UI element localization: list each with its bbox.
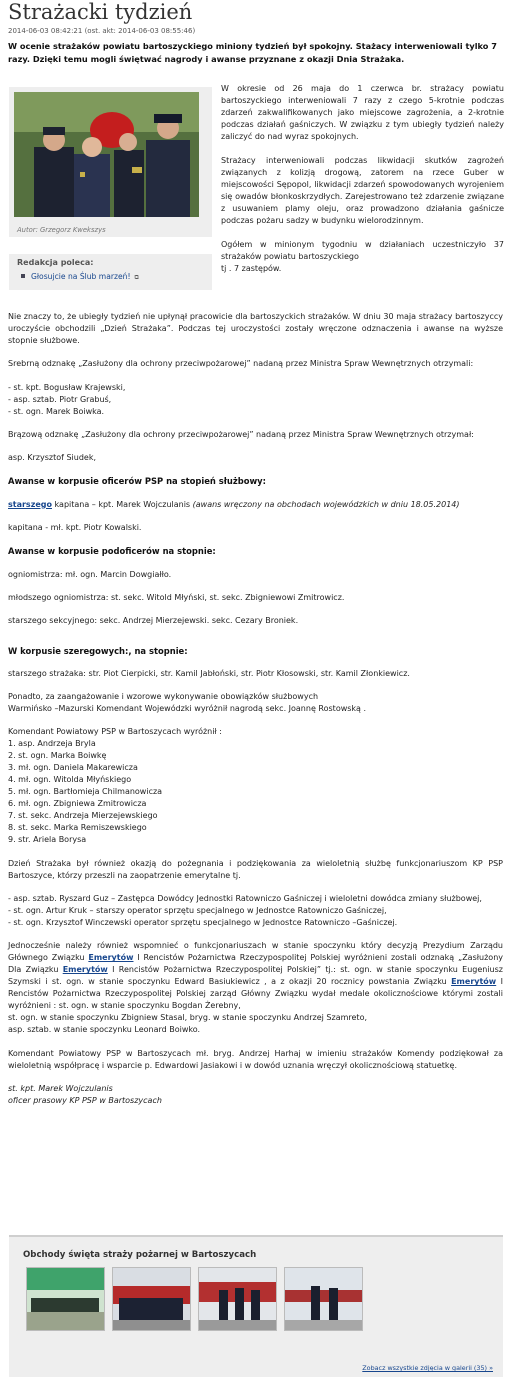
paragraph: W okresie od 26 maja do 1 czerwca br. strażacy powiatu bartoszyckiego interweniowali 7 razy z czego 5-krotnie podczas zdarzeń zakwalifikowanych jako miejscowe zagrożenia, a 2-krotnie podczas działań gaśniczych. W związku z tym ubiegły tydzień należy zaliczyć do nad wyraz spokojnych.	[221, 84, 504, 141]
article-photo[interactable]	[14, 92, 199, 217]
gallery-photo-image	[285, 1268, 362, 1330]
paragraph: kapitana - mł. kpt. Piotr Kowalski.	[8, 523, 142, 533]
text-span: I Rencistów Pożarnictwa Rzeczypospolitej Polskiej wyróżnieni zostali odznaką „Zasłużony Dla Związku	[8, 953, 503, 975]
paragraph: młodszego ogniomistrza: st. sekc. Witold Młyński, st. sekc. Zbigniewowi Zmitrowicz.	[8, 592, 345, 602]
paragraph: ogniomistrza: mł. ogn. Marcin Dowgiałło.	[8, 569, 172, 579]
text-line: st. kpt. Marek Wojczulanis	[8, 1083, 113, 1093]
text-line: tj . 7 zastępów.	[221, 264, 282, 273]
firefighters-photo-image	[14, 92, 199, 217]
article-right-column	[221, 83, 504, 275]
text-line: Ponadto, za zaangażowanie i wzorowe wykonywanie obowiązków służbowych	[8, 692, 319, 702]
gallery-thumbnail[interactable]	[112, 1267, 191, 1331]
list-item: 8. st. sekc. Marka Remiszewskiego	[8, 823, 147, 833]
gallery-thumbnail[interactable]	[284, 1267, 363, 1331]
award-paragraph	[8, 691, 503, 715]
text-line: Ogółem w minionym tygodniu w działaniach uczestniczyło 37 strażaków powiatu bartoszyckiego	[221, 240, 504, 261]
farewell-list	[8, 893, 503, 929]
list-item: 2. st. ogn. Marka Boiwkę	[8, 751, 107, 761]
paragraph: asp. Krzysztof Siudek,	[8, 453, 97, 463]
paragraph: Komendant Powiatowy PSP w Bartoszycach mł. bryg. Andrzej Harhaj w imieniu strażaków Komendy podziękował za wieloletnią współpracę i wsparcie p. Edwardowi Jasiakowi i w dowód uznania wręczył okolicznościową statuetkę.	[8, 1048, 503, 1070]
list-item: - st. kpt. Bogusław Krajewski,	[8, 382, 126, 392]
article-body	[8, 311, 503, 1118]
text-span: Jednocześnie należy również wspomnieć o funkcjonariuszach w stanie spoczynku który decyzją Prezydium Zarządu Głównego Związku	[8, 941, 503, 963]
section-heading: Awanse w korpusie oficerów PSP na stopień służbowy:	[8, 476, 266, 487]
recommended-link[interactable]: Głosujcie na Ślub marzeń! ⧉	[31, 272, 139, 281]
gallery-thumbnail[interactable]	[198, 1267, 277, 1331]
list-item: - st. ogn. Marek Boiwka.	[8, 406, 105, 416]
gallery-photo-image	[199, 1268, 276, 1330]
paragraph: starszego sekcyjnego: sekc. Andrzej Mierzejewski. sekc. Cezary Broniek.	[8, 616, 299, 626]
section-heading: W korpusie szeregowych:, na stopnie:	[8, 645, 188, 656]
section-heading: Awanse w korpusie podoficerów na stopnie:	[8, 546, 216, 557]
signature	[8, 1083, 503, 1107]
list-item: - asp. sztab. Ryszard Guz – Zastępca Dowódcy Jednostki Ratowniczo Gaśniczej i wieloletni dowódca zmiany służbowej,	[8, 894, 482, 904]
gallery-photo-image	[27, 1268, 104, 1330]
paragraph: Nie znaczy to, że ubiegły tydzień nie upłynął pracowicie dla bartoszyckich strażaków. W dniu 30 maja strażacy bartoszyccy uroczyście obchodzili „Dzień Strażaka”. Podczas tej uroczystości zostały wręczone odznaczenia i awanse na wyższe stopnie służbowe.	[8, 312, 503, 345]
recommended-box	[9, 254, 212, 290]
list-item: 1. asp. Andrzeja Bryla	[8, 739, 96, 749]
paragraph: Strażacy interweniowali podczas likwidacji skutków zagrożeń związanych z kolizją drogową, zatorem na rzece Guber w miejscowości Sępopol, likwidacji zdarzeń spowodowanych wyrojeniem się owadów błonkoskrzydłych. Zarejestrowano też zdarzenie związane z usuwaniem plamy oleju, oraz prowadzono działania gaśnicze podczas pożaru sadzy w budynku wielorodzinnym.	[221, 156, 504, 225]
gallery-thumbnail[interactable]	[26, 1267, 105, 1331]
paragraph: starszego strażaka: str. Piot Cierpicki, str. Kamil Jabłoński, str. Piotr Kłosowski, str. Kamil Złonkiewicz.	[8, 668, 410, 678]
text-line: oficer prasowy KP PSP w Bartoszycach	[8, 1095, 162, 1105]
text-line: st. ogn. w stanie spoczynku Zbigniew Stasal, bryg. w stanie spoczynku Andrzej Szamreto,	[8, 1013, 368, 1023]
paragraph	[221, 239, 504, 275]
emerytow-link[interactable]: Emerytów	[451, 977, 497, 987]
photo-credit: Autor: Grzegorz Kwekszys	[17, 226, 106, 234]
emerytow-link[interactable]: Emerytów	[62, 965, 108, 975]
text-span: I Rencistów Pożarnictwa Rzeczypospolitej Polskiej” tj.: st. ogn. w stanie spoczynku Eugeniusz Szymski i st. ogn. w stanie spoczynku Edward Basiukiewicz , a z okazji 20 rocznicy powstania Związku	[8, 965, 503, 987]
text-line: asp. sztab. w stanie spoczynku Leonard Boiwko.	[8, 1025, 201, 1035]
paragraph: Brązową odznakę „Zasłużony dla ochrony przeciwpożarowej” nadaną przez Ministra Spraw Wewnętrznych otrzymał:	[8, 429, 474, 439]
external-link-icon: ⧉	[134, 274, 139, 281]
list-item: 4. mł. ogn. Witolda Młyńskiego	[8, 775, 132, 785]
list-item: 6. mł. ogn. Zbigniewa Zmitrowicza	[8, 799, 147, 809]
text-note: (awans wręczony na obchodach wojewódzkich w dniu 18.05.2014)	[192, 499, 460, 509]
article-title: Strażacki tydzień	[8, 0, 193, 24]
text-line: Warmińsko –Mazurski Komendant Wojewódzki wyróżnił nagrodą sekc. Joannę Rostowską .	[8, 704, 367, 714]
gallery-title: Obchody święta straży pożarnej w Bartoszycach	[23, 1250, 257, 1260]
text-span: I Rencistów Pożarnictwa Rzeczypospolitej Polskiej zarząd Główny Związku wydał medale okolicznościowe którymi zostali wyróżnieni : st. ogn. w stanie spoczynku Bogdan Żerebny,	[8, 977, 503, 1011]
list-item: 9. str. Ariela Borysa	[8, 835, 87, 845]
paragraph	[8, 499, 503, 511]
list-item: 7. st. sekc. Andrzeja Mierzejewskiego	[8, 811, 158, 821]
article-lead: W ocenie strażaków powiatu bartoszyckiego miniony tydzień był spokojny. Stażacy interweniowali tylko 7 razy. Dzięki temu mogli świętwać nagrody i awanse przyznane z okazji Dnia Strażaka.	[8, 41, 497, 64]
list-item: 3. mł. ogn. Daniela Makarewicza	[8, 763, 138, 773]
list-item: 5. mł. ogn. Bartłomieja Chilmanowicza	[8, 787, 163, 797]
photo-box	[9, 87, 212, 237]
photo-gallery	[9, 1235, 503, 1377]
article-timestamp: 2014-06-03 08:42:21 (ost. akt: 2014-06-03 08:55:46)	[8, 27, 196, 35]
list-item: - st. ogn. Krzysztof Winczewski operator sprzętu specjalnego w Jednostce Ratowniczo –Gaśniczej.	[8, 918, 398, 928]
emerytow-link[interactable]: Emerytów	[88, 953, 134, 963]
retired-paragraph	[8, 940, 503, 1036]
silver-list	[8, 382, 503, 418]
paragraph: Dzień Strażaka był również okazją do pożegnania i podziękowania za wieloletnią służbę funkcjonariuszom KP PSP Bartoszyce, którzy przeszli na zaopatrzenie emerytalne tj.	[8, 858, 503, 880]
list-item: - asp. sztab. Piotr Grabuś,	[8, 394, 112, 404]
paragraph: Srebrną odznakę „Zasłużony dla ochrony przeciwpożarowej” nadaną przez Ministra Spraw Wewnętrznych otrzymali:	[8, 359, 474, 369]
gallery-photo-image	[113, 1268, 190, 1330]
list-item: - st. ogn. Artur Kruk – starszy operator sprzętu specjalnego w Jednostce Ratowniczo Gaśniczej,	[8, 906, 387, 916]
starszego-link[interactable]: starszego	[8, 499, 52, 509]
recommended-title: Redakcja poleca:	[17, 258, 94, 267]
list-heading: Komendant Powiatowy PSP w Bartoszycach wyróżnił :	[8, 727, 222, 737]
gallery-all-photos-link[interactable]: Zobacz wszystkie zdjęcia w galerii (35) »	[362, 1364, 493, 1372]
bullet-icon	[21, 274, 25, 278]
distinguished-list	[8, 726, 503, 846]
text-span: kapitana – kpt. Marek Wojczulanis	[52, 499, 193, 509]
